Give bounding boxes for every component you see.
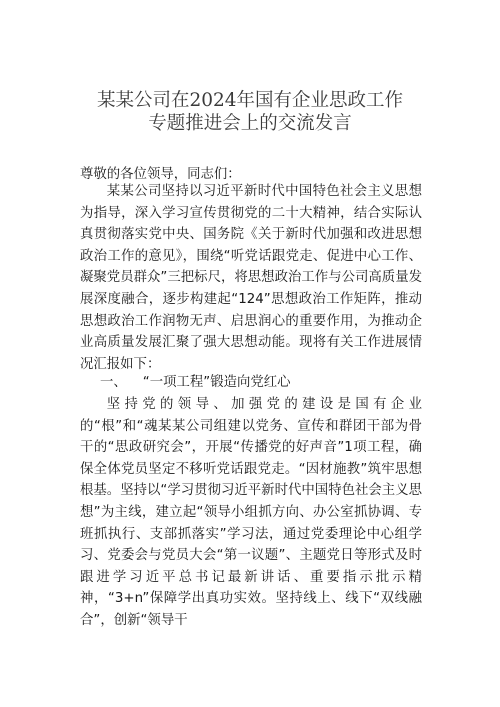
section-heading (100, 373, 291, 392)
section-heading-number: 一、 (100, 375, 127, 390)
greeting: 尊敬的各位领导，同志们： (80, 167, 241, 182)
paragraph-intro: 某某公司坚持以习近平新时代中国特色社会主义思想为指导，深入学习宣传贯彻党的二十大精神，结合实际认真贯彻落实党中央、国务院《关于新时代加强和改进思想政治工作的意见》，围绕“听党话跟党走、促进中心工作、凝聚党员群众”三把标尺，将思想政治工作与公司高质量发展深度融合，逐步构建起“124”思想政治工作矩阵，推动思想政治工作润物无声、启思润心的重要作用，为推动企业高质量发展汇聚了强大思想动能。现将有关工作进展情况汇报如下： (80, 184, 422, 372)
section-heading-text: “一项工程”锻造向党红心 (142, 375, 291, 390)
paragraph-section-1: 坚持党的领导、加强党的建设是国有企业的“根”和“魂某某公司组建以党务、宣传和群团干部为骨干的“思政研究会”，开展“传播党的好声音”1项工程，确保全体党员坚定不移听党话跟党走。“因材施教”筑牢思想根基。坚持以“学习贯彻习近平新时代中国特色社会主义思想”为主线，建立起“领导小组抓方向、办公室抓协调、专班抓执行、支部抓落实”学习法，通过党委理论中心组学习、党委会与党员大会“第一议题”、主题党日等形式及时跟进学习近平总书记最新讲话、重要指示批示精神，“3+n”保障学出真功实效。坚持线上、线下“双线融合”，创新“领导干 (80, 397, 422, 628)
document-title-line-2: 专题推进会上的交流发言 (148, 113, 352, 134)
document-title-line-1: 某某公司在2024年国有企业思政工作 (96, 90, 404, 111)
